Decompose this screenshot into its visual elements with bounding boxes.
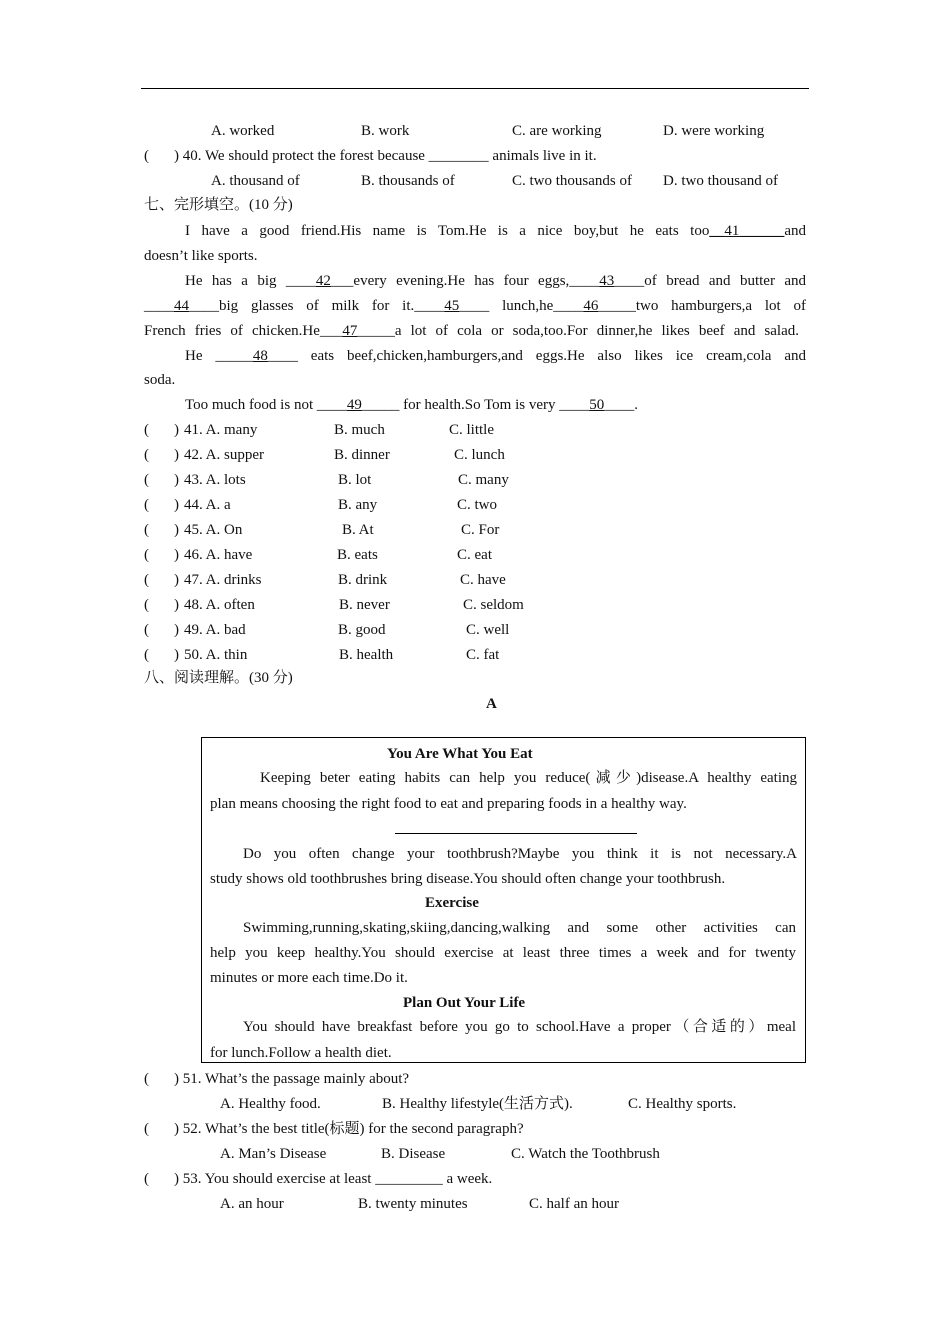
passage-line: Keeping beter eating habits can help you reduce(减少)disease.A healthy eating [260,770,797,786]
reading-question-option: C. Watch the Toothbrush [511,1146,660,1162]
cloze-question-option-c: C. fat [466,647,500,663]
answer-paren-close: ) [174,572,179,588]
answer-paren-open: ( [144,1121,149,1137]
reading-question-option: A. Man’s Disease [220,1146,327,1162]
answer-paren-close: ) [174,547,179,563]
answer-paren-close: ) [174,497,179,513]
cloze-question-option-b: B. drink [338,572,388,588]
answer-paren-close: ) [174,622,179,638]
cloze-line-1: I have a good friend.His name is Tom.He is a nice boy,but he eats too__41______and [185,223,806,239]
answer-paren-open: ( [144,472,149,488]
reading-question-stem: ) 53. You should exercise at least _________ a week. [174,1171,493,1187]
cloze-line-3: He has a big ____42___every evening.He has four eggs,____43____of bread and butter and [185,273,807,289]
reading-question-option: A. Healthy food. [220,1096,321,1112]
answer-paren-close: ) [174,522,179,538]
answer-paren-open: ( [144,447,149,463]
q40-stem: ) 40. We should protect the forest because ________ animals live in it. [174,148,597,164]
section8-heading: 八、阅读理解。(30 分) [144,670,293,686]
answer-paren-open: ( [144,647,149,663]
missing-title-blank [395,833,637,834]
cloze-question-option-b: B. eats [337,547,378,563]
cloze-line-6: He _____48____ eats beef,chicken,hamburgers,and eggs.He also likes ice cream,cola and [185,348,806,364]
cloze-question-option-c: C. little [449,422,494,438]
answer-paren-open: ( [144,597,149,613]
passage-line: help you keep healthy.You should exercise at least three times a week and for twenty [210,945,796,961]
q40-option-a: A. thousand of [211,173,300,189]
cloze-question-option-b: B. lot [338,472,372,488]
cloze-question-option-b: B. much [334,422,385,438]
cloze-question-option-a: 47. A. drinks [184,572,262,588]
passage-heading-exercise: Exercise [425,895,479,911]
cloze-question-option-b: B. good [338,622,386,638]
answer-paren-close: ) [174,597,179,613]
answer-paren-open: ( [144,547,149,563]
q39-option-a: A. worked [211,123,275,139]
cloze-question-option-c: C. seldom [463,597,524,613]
cloze-question-option-a: 49. A. bad [184,622,246,638]
passage-line: You should have breakfast before you go to school.Have a proper（合适的）meal [243,1019,796,1035]
q40-option-d: D. two thousand of [663,173,778,189]
cloze-question-option-a: 41. A. many [184,422,258,438]
section7-heading: 七、完形填空。(10 分) [144,197,293,213]
reading-question-option: C. Healthy sports. [628,1096,737,1112]
q40-paren: ( [144,148,149,164]
cloze-question-option-c: C. eat [457,547,492,563]
reading-question-option: B. Disease [381,1146,446,1162]
passage-line: minutes or more each time.Do it. [210,970,408,986]
cloze-question-option-a: 50. A. thin [184,647,248,663]
reading-question-option: A. an hour [220,1196,284,1212]
cloze-line-8: Too much food is not ____49_____ for health.So Tom is very ____50____. [185,397,639,413]
answer-paren-close: ) [174,447,179,463]
answer-paren-close: ) [174,422,179,438]
cloze-question-option-a: 42. A. supper [184,447,264,463]
cloze-question-option-b: B. never [339,597,390,613]
cloze-question-option-a: 43. A. lots [184,472,246,488]
cloze-question-option-b: B. health [339,647,394,663]
q40-option-c: C. two thousands of [512,173,632,189]
header-rule [141,88,809,89]
cloze-question-option-b: B. any [338,497,378,513]
cloze-question-option-c: C. many [458,472,509,488]
cloze-line-5: French fries of chicken.He___47_____a lot of cola or soda,too.For dinner,he likes beef and salad. [144,323,800,339]
passage-part-label: A [486,696,497,712]
answer-paren-open: ( [144,522,149,538]
cloze-question-option-c: C. two [457,497,498,513]
answer-paren-close: ) [174,647,179,663]
reading-question-option: B. twenty minutes [358,1196,468,1212]
q39-option-b: B. work [361,123,410,139]
answer-paren-open: ( [144,622,149,638]
q39-option-d: D. were working [663,123,765,139]
cloze-question-option-b: B. At [342,522,374,538]
reading-question-stem: ) 51. What’s the passage mainly about? [174,1071,410,1087]
cloze-question-option-a: 44. A. a [184,497,231,513]
answer-paren-open: ( [144,1071,149,1087]
answer-paren-open: ( [144,422,149,438]
passage-line: Do you often change your toothbrush?Maybe you think it is not necessary.A [243,846,797,862]
q40-option-b: B. thousands of [361,173,455,189]
cloze-line-7: soda. [144,372,176,388]
cloze-line-4: ____44____big glasses of milk for it.____45____ lunch,he____46_____two hamburgers,a lot of [144,298,807,314]
passage-heading-plan: Plan Out Your Life [403,995,526,1011]
cloze-question-option-a: 45. A. On [184,522,243,538]
passage-line: for lunch.Follow a health diet. [210,1045,392,1061]
passage-title: You Are What You Eat [387,746,533,762]
cloze-question-option-b: B. dinner [334,447,390,463]
cloze-question-option-a: 46. A. have [184,547,253,563]
passage-line: study shows old toothbrushes bring disease.You should often change your toothbrush. [210,871,726,887]
passage-line: Swimming,running,skating,skiing,dancing,walking and some other activities can [243,920,796,936]
cloze-question-option-c: C. lunch [454,447,505,463]
passage-line: plan means choosing the right food to eat and preparing foods in a healthy way. [210,796,687,812]
cloze-question-option-c: C. For [461,522,500,538]
answer-paren-open: ( [144,497,149,513]
cloze-question-option-c: C. have [460,572,506,588]
reading-question-option: B. Healthy lifestyle(生活方式). [382,1096,573,1112]
cloze-line-2: doesn’t like sports. [144,248,258,264]
cloze-question-option-a: 48. A. often [184,597,255,613]
reading-question-stem: ) 52. What’s the best title(标题) for the second paragraph? [174,1121,524,1137]
answer-paren-open: ( [144,572,149,588]
q39-option-c: C. are working [512,123,602,139]
answer-paren-close: ) [174,472,179,488]
cloze-question-option-c: C. well [466,622,510,638]
answer-paren-open: ( [144,1171,149,1187]
reading-question-option: C. half an hour [529,1196,619,1212]
